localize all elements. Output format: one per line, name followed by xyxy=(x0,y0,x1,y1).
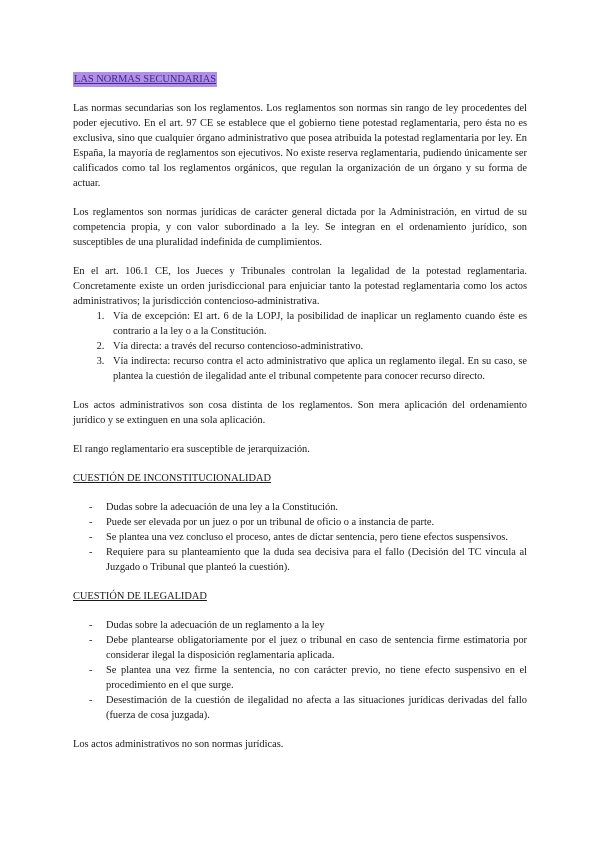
paragraph-rango-reglamentario: El rango reglamentario era susceptible de jerarquización. xyxy=(73,444,310,455)
list-item-text: Desestimación de la cuestión de ilegalidad no afecta a las situaciones jurídicas derivadas del fallo (fuerza de cosa juzgada). xyxy=(106,695,527,721)
paragraph-reglamentos-intro: Las normas secundarias son los reglamentos. Los reglamentos son normas sin rango de ley procedentes del poder ejecutivo. En el art. 97 CE se establece que el gobierno tiene potestad reglamentaria, pero ésta no es exclusiva, sino que cualquier órgano administrativo que posea atribuida la potestad reglamentaria por ley. En España, la mayoría de reglamentos son ejecutivos. No existe reserva reglamentaria, pudiendo únicamente ser calificados como tal los reglamentos orgánicos, que regulan la organización de un órgano y su forma de actuar. xyxy=(73,103,527,189)
list-item xyxy=(89,633,527,663)
paragraph-actos-no-normas: Los actos administrativos no son normas jurídicas. xyxy=(73,739,284,750)
ilegalidad-list xyxy=(73,618,527,723)
list-item: 3. Vía indirecta: recurso contra el acto administrativo que aplica un reglamento ilegal. En su caso, se plantea la cuestión de ilegalidad ante el tribunal competente para conocer recurso directo. xyxy=(107,354,527,384)
list-item xyxy=(89,515,527,530)
list-item xyxy=(89,663,527,693)
section-heading-inconstitucionalidad: CUESTIÓN DE INCONSTITUCIONALIDAD xyxy=(73,473,271,484)
document-title: LAS NORMAS SECUNDARIAS xyxy=(74,74,217,85)
list-item: 2. Vía directa: a través del recurso contencioso-administrativo. xyxy=(107,339,527,354)
list-item-text: Requiere para su planteamiento que la duda sea decisiva para el fallo (Decisión del TC vincula al Juzgado o Tribunal que planteó la cuestión). xyxy=(106,547,527,573)
list-item-text: Se plantea una vez concluso el proceso, antes de dictar sentencia, pero tiene efectos suspensivos. xyxy=(106,532,508,543)
dash-bullet: - xyxy=(89,620,93,631)
inconstitucionalidad-list xyxy=(73,500,527,575)
list-item xyxy=(89,530,527,545)
title-line xyxy=(73,72,527,87)
control-vias-list xyxy=(73,309,527,384)
paragraph-reglamentos-definicion: Los reglamentos son normas jurídicas de carácter general dictada por la Administración, en virtud de su competencia propia, y con valor subordinado a la ley. Se integran en el ordenamiento jurídico, son susceptibles de una pluralidad indefinida de cumplimientos. xyxy=(73,207,527,248)
list-item-text: Debe plantearse obligatoriamente por el juez o tribunal en caso de sentencia firme estimatoria por considerar ilegal la disposición reglamentaria aplicada. xyxy=(106,635,527,661)
list-item xyxy=(89,500,527,515)
list-item: 1. Vía de excepción: El art. 6 de la LOPJ, la posibilidad de inaplicar un reglamento cuando éste es contrario a la ley o a la Constitución. xyxy=(107,309,527,339)
list-item xyxy=(89,618,527,633)
paragraph-control-judicial: En el art. 106.1 CE, los Jueces y Tribunales controlan la legalidad de la potestad reglamentaria. Concretamente existe un orden jurisdiccional para enjuiciar tanto la potestad reglamentaria como los actos administrativos; la jurisdicción contencioso-administrativa. xyxy=(73,266,527,307)
dash-bullet: - xyxy=(89,547,93,558)
list-item-text: Puede ser elevada por un juez o por un tribunal de oficio o a instancia de parte. xyxy=(106,517,435,528)
list-item-text: Dudas sobre la adecuación de un reglamento a la ley xyxy=(106,620,325,631)
list-item-text: Dudas sobre la adecuación de una ley a la Constitución. xyxy=(106,502,338,513)
dash-bullet: - xyxy=(89,695,93,706)
list-item xyxy=(89,545,527,575)
list-item-text: Se plantea una vez firme la sentencia, no con carácter previo, no tiene efecto suspensivo en el procedimiento en el que surge. xyxy=(106,665,527,691)
dash-bullet: - xyxy=(89,665,93,676)
section-heading-ilegalidad: CUESTIÓN DE ILEGALIDAD xyxy=(73,591,207,602)
dash-bullet: - xyxy=(89,502,93,513)
dash-bullet: - xyxy=(89,532,93,543)
paragraph-actos-administrativos: Los actos administrativos son cosa distinta de los reglamentos. Son mera aplicación del ordenamiento jurídico y se extinguen en una sola aplicación. xyxy=(73,400,527,426)
list-item xyxy=(89,693,527,723)
dash-bullet: - xyxy=(89,517,93,528)
dash-bullet: - xyxy=(89,635,93,646)
